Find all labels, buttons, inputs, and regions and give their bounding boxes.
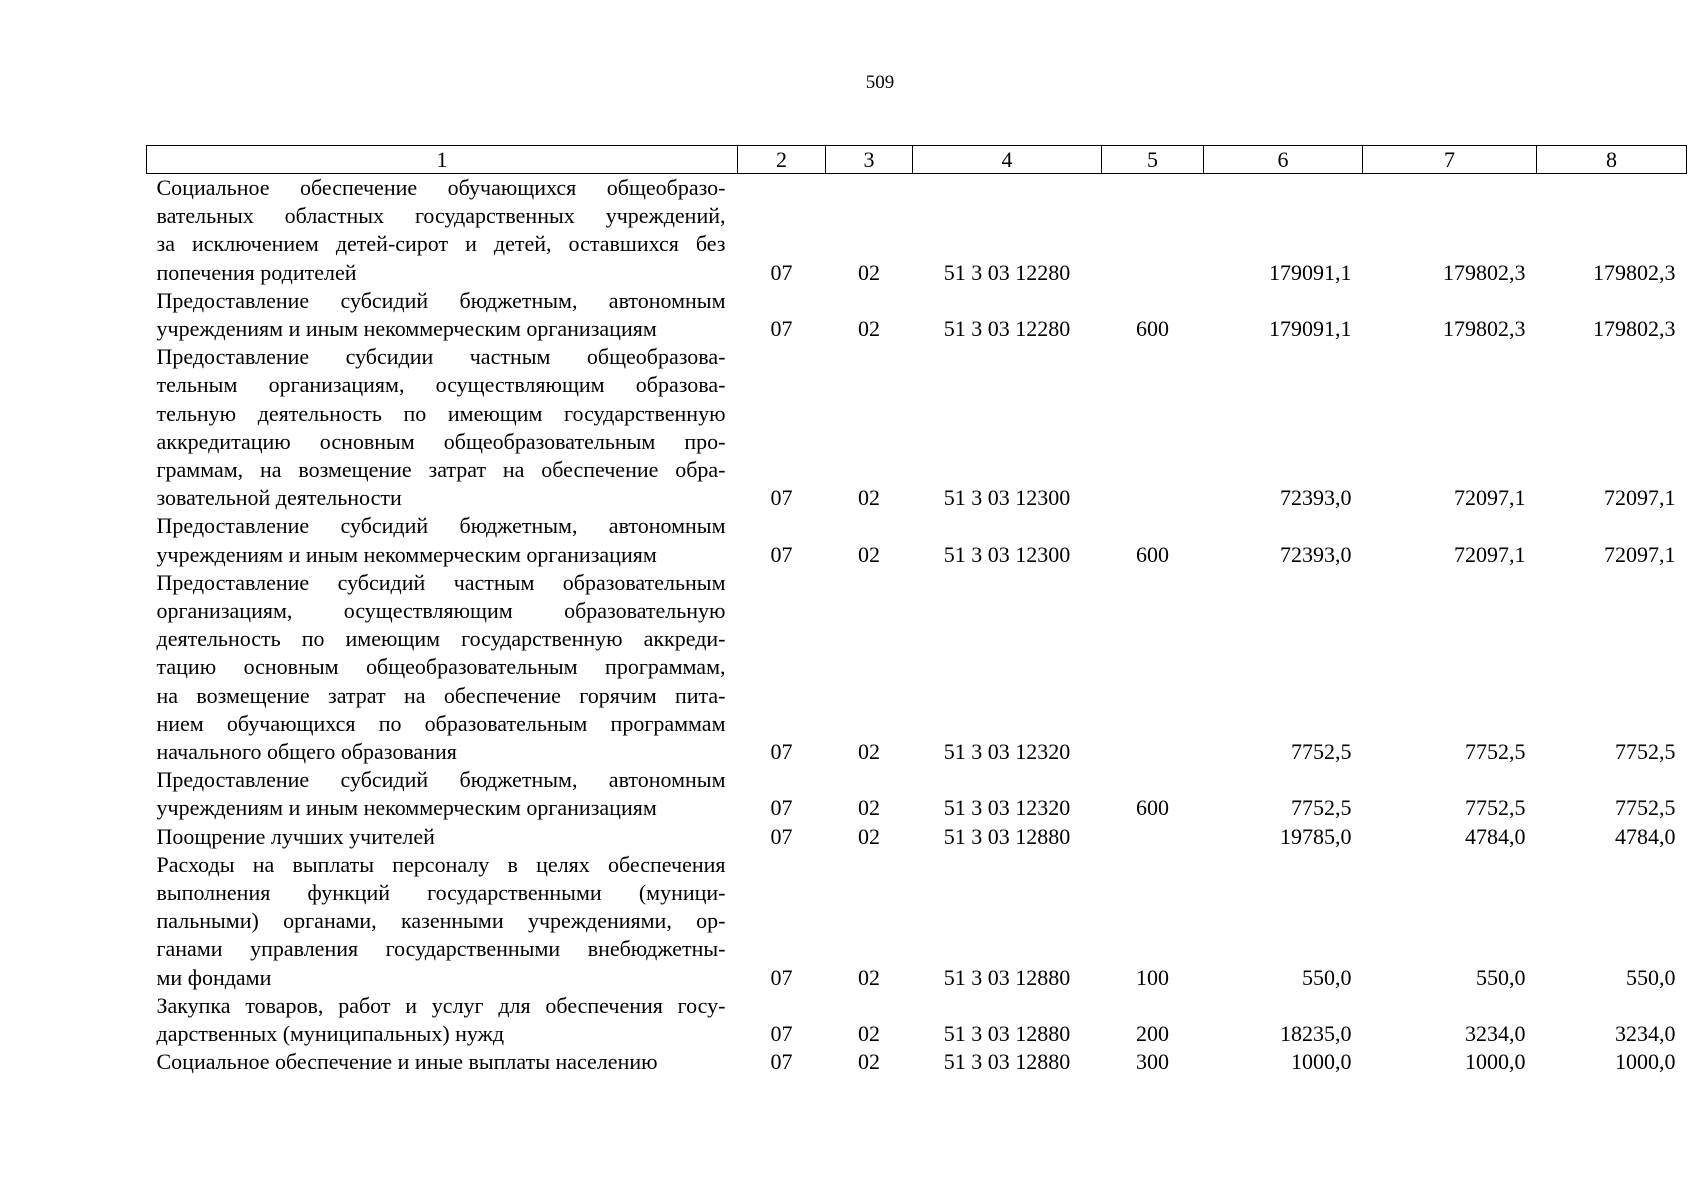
- table-row: [147, 823, 1687, 851]
- amount-col-8: 7752,5: [1615, 795, 1676, 821]
- subsection-code: 02: [858, 1021, 880, 1047]
- column-header: 8: [1537, 146, 1687, 174]
- section-code: 07: [770, 485, 793, 511]
- amount-col-7: 1000,0: [1465, 1049, 1526, 1075]
- table-row: [147, 343, 1687, 512]
- amount-col-7: 7752,5: [1465, 739, 1526, 765]
- expense-type-code: [1102, 343, 1204, 512]
- amount-col-7: 550,0: [1476, 964, 1526, 990]
- row-description: [147, 569, 738, 766]
- table-row: [147, 174, 1687, 287]
- row-description: [147, 1048, 738, 1076]
- description-line: вательных областных государственных учреждений,: [156, 203, 726, 229]
- amount-col-8: 72097,1: [1604, 485, 1676, 511]
- description-line: Расходы на выплаты персоналу в целях обеспечения: [156, 851, 726, 877]
- section-code: 07: [770, 541, 793, 567]
- target-article-code: 51 3 03 12280: [943, 316, 1071, 342]
- target-article-code: 51 3 03 12880: [943, 1049, 1071, 1075]
- amount-col-8: 1000,0: [1615, 1049, 1676, 1075]
- amount-col-6: 18235,0: [1280, 1021, 1352, 1047]
- subsection-code: 02: [858, 259, 880, 285]
- budget-table-container: [146, 145, 1686, 1077]
- row-description: [147, 343, 738, 512]
- amount-col-8: 179802,3: [1593, 316, 1676, 342]
- table-row: [147, 512, 1687, 568]
- amount-col-6: 7752,5: [1291, 739, 1352, 765]
- amount-col-7: 179802,3: [1443, 316, 1526, 342]
- target-article-code: 51 3 03 12320: [943, 739, 1071, 765]
- subsection-code: 02: [858, 1049, 880, 1075]
- amount-col-6: 1000,0: [1291, 1049, 1352, 1075]
- amount-col-6: 179091,1: [1269, 316, 1352, 342]
- table-row: [147, 569, 1687, 766]
- amount-col-7: 179802,3: [1443, 259, 1526, 285]
- description-line: пальными) органами, казенными учреждениями, ор-: [156, 908, 726, 934]
- expense-type-code: [1102, 569, 1204, 766]
- amount-col-6: 72393,0: [1280, 485, 1352, 511]
- description-line: аккредитацию основным общеобразовательным про-: [156, 428, 726, 454]
- section-code: 07: [770, 964, 793, 990]
- column-header: 1: [147, 146, 738, 174]
- amount-col-8: 179802,3: [1593, 259, 1676, 285]
- amount-col-6: 179091,1: [1269, 259, 1352, 285]
- table-row: [147, 287, 1687, 343]
- amount-col-6: 19785,0: [1280, 823, 1352, 849]
- description-line: Социальное обеспечение и иные выплаты населению: [156, 1049, 658, 1075]
- description-line: деятельность по имеющим государственную аккреди-: [156, 626, 726, 652]
- expense-type-code: 600: [1136, 316, 1169, 342]
- description-line: Предоставление субсидии частным общеобразова-: [156, 344, 726, 370]
- table-body: [147, 174, 1687, 1077]
- section-code: 07: [770, 259, 793, 285]
- section-code: 07: [770, 795, 793, 821]
- amount-col-8: 7752,5: [1615, 739, 1676, 765]
- subsection-code: 02: [858, 485, 880, 511]
- column-header: 5: [1102, 146, 1204, 174]
- description-line: тацию основным общеобразовательным программам,: [156, 654, 726, 680]
- subsection-code: 02: [858, 739, 880, 765]
- expense-type-code: 600: [1136, 541, 1169, 567]
- description-line: Предоставление субсидий бюджетным, автономным: [156, 287, 726, 313]
- column-header: 3: [826, 146, 913, 174]
- target-article-code: 51 3 03 12320: [943, 795, 1071, 821]
- description-line: Предоставление субсидий частным образовательным: [156, 569, 726, 595]
- amount-col-7: 7752,5: [1465, 795, 1526, 821]
- section-code: 07: [770, 823, 793, 849]
- amount-col-6: 72393,0: [1280, 541, 1352, 567]
- target-article-code: 51 3 03 12300: [943, 485, 1071, 511]
- amount-col-7: 3234,0: [1465, 1021, 1526, 1047]
- column-header: 2: [738, 146, 826, 174]
- budget-table: [146, 145, 1687, 1077]
- table-row: [147, 992, 1687, 1048]
- subsection-code: 02: [858, 541, 880, 567]
- target-article-code: 51 3 03 12300: [943, 541, 1071, 567]
- description-line: начального общего образования: [156, 739, 457, 765]
- expense-type-code: [1102, 823, 1204, 851]
- description-line: ганами управления государственными внебюджетны-: [156, 936, 726, 962]
- description-line: организациям, осуществляющим образовательную: [156, 598, 726, 624]
- amount-col-6: 7752,5: [1291, 795, 1352, 821]
- section-code: 07: [770, 316, 793, 342]
- description-line: Поощрение лучших учителей: [156, 823, 435, 849]
- row-description: [147, 851, 738, 992]
- table-row: [147, 766, 1687, 822]
- description-line: учреждениям и иным некоммерческим организациям: [156, 795, 657, 821]
- description-line: Предоставление субсидий бюджетным, автономным: [156, 513, 726, 539]
- description-line: Закупка товаров, работ и услуг для обеспечения госу-: [156, 992, 726, 1018]
- expense-type-code: 100: [1136, 964, 1169, 990]
- row-description: [147, 992, 738, 1048]
- column-header: 4: [913, 146, 1102, 174]
- description-line: на возмещение затрат на обеспечение горячим пита-: [156, 682, 726, 708]
- description-line: зовательной деятельности: [156, 485, 402, 511]
- subsection-code: 02: [858, 316, 880, 342]
- description-line: тельную деятельность по имеющим государственную: [156, 400, 726, 426]
- description-line: попечения родителей: [156, 259, 357, 285]
- target-article-code: 51 3 03 12280: [943, 259, 1071, 285]
- row-description: [147, 287, 738, 343]
- expense-type-code: [1102, 174, 1204, 287]
- amount-col-7: 72097,1: [1454, 485, 1526, 511]
- amount-col-8: 550,0: [1626, 964, 1676, 990]
- subsection-code: 02: [858, 964, 880, 990]
- target-article-code: 51 3 03 12880: [943, 823, 1071, 849]
- description-line: за исключением детей-сирот и детей, оставшихся без: [156, 231, 726, 257]
- column-header: 6: [1204, 146, 1363, 174]
- description-line: нием обучающихся по образовательным программам: [156, 710, 726, 736]
- description-line: тельным организациям, осуществляющим образова-: [156, 372, 726, 398]
- amount-col-8: 4784,0: [1615, 823, 1676, 849]
- amount-col-6: 550,0: [1302, 964, 1352, 990]
- subsection-code: 02: [858, 795, 880, 821]
- table-header-row: [147, 146, 1687, 174]
- expense-type-code: 300: [1136, 1049, 1169, 1075]
- table-row: [147, 851, 1687, 992]
- subsection-code: 02: [858, 823, 880, 849]
- amount-col-7: 72097,1: [1454, 541, 1526, 567]
- amount-col-7: 4784,0: [1465, 823, 1526, 849]
- description-line: учреждениям и иным некоммерческим организациям: [156, 541, 657, 567]
- description-line: ми фондами: [156, 964, 272, 990]
- section-code: 07: [770, 1021, 793, 1047]
- table-row: [147, 1048, 1687, 1076]
- description-line: Социальное обеспечение обучающихся общеобразо-: [156, 175, 726, 200]
- expense-type-code: 600: [1136, 795, 1169, 821]
- row-description: [147, 766, 738, 822]
- description-line: выполнения функций государственными (муници-: [156, 880, 726, 906]
- target-article-code: 51 3 03 12880: [943, 1021, 1071, 1047]
- description-line: граммам, на возмещение затрат на обеспечение обра-: [156, 457, 726, 483]
- description-line: Предоставление субсидий бюджетным, автономным: [156, 767, 726, 793]
- row-description: [147, 823, 738, 851]
- column-header: 7: [1363, 146, 1537, 174]
- row-description: [147, 174, 738, 287]
- section-code: 07: [770, 739, 793, 765]
- section-code: 07: [770, 1049, 793, 1075]
- amount-col-8: 3234,0: [1615, 1021, 1676, 1047]
- description-line: учреждениям и иным некоммерческим организациям: [156, 316, 657, 342]
- description-line: дарственных (муниципальных) нужд: [156, 1021, 505, 1047]
- target-article-code: 51 3 03 12880: [943, 964, 1071, 990]
- page-number: 509: [865, 72, 895, 93]
- expense-type-code: 200: [1136, 1021, 1169, 1047]
- row-description: [147, 512, 738, 568]
- amount-col-8: 72097,1: [1604, 541, 1676, 567]
